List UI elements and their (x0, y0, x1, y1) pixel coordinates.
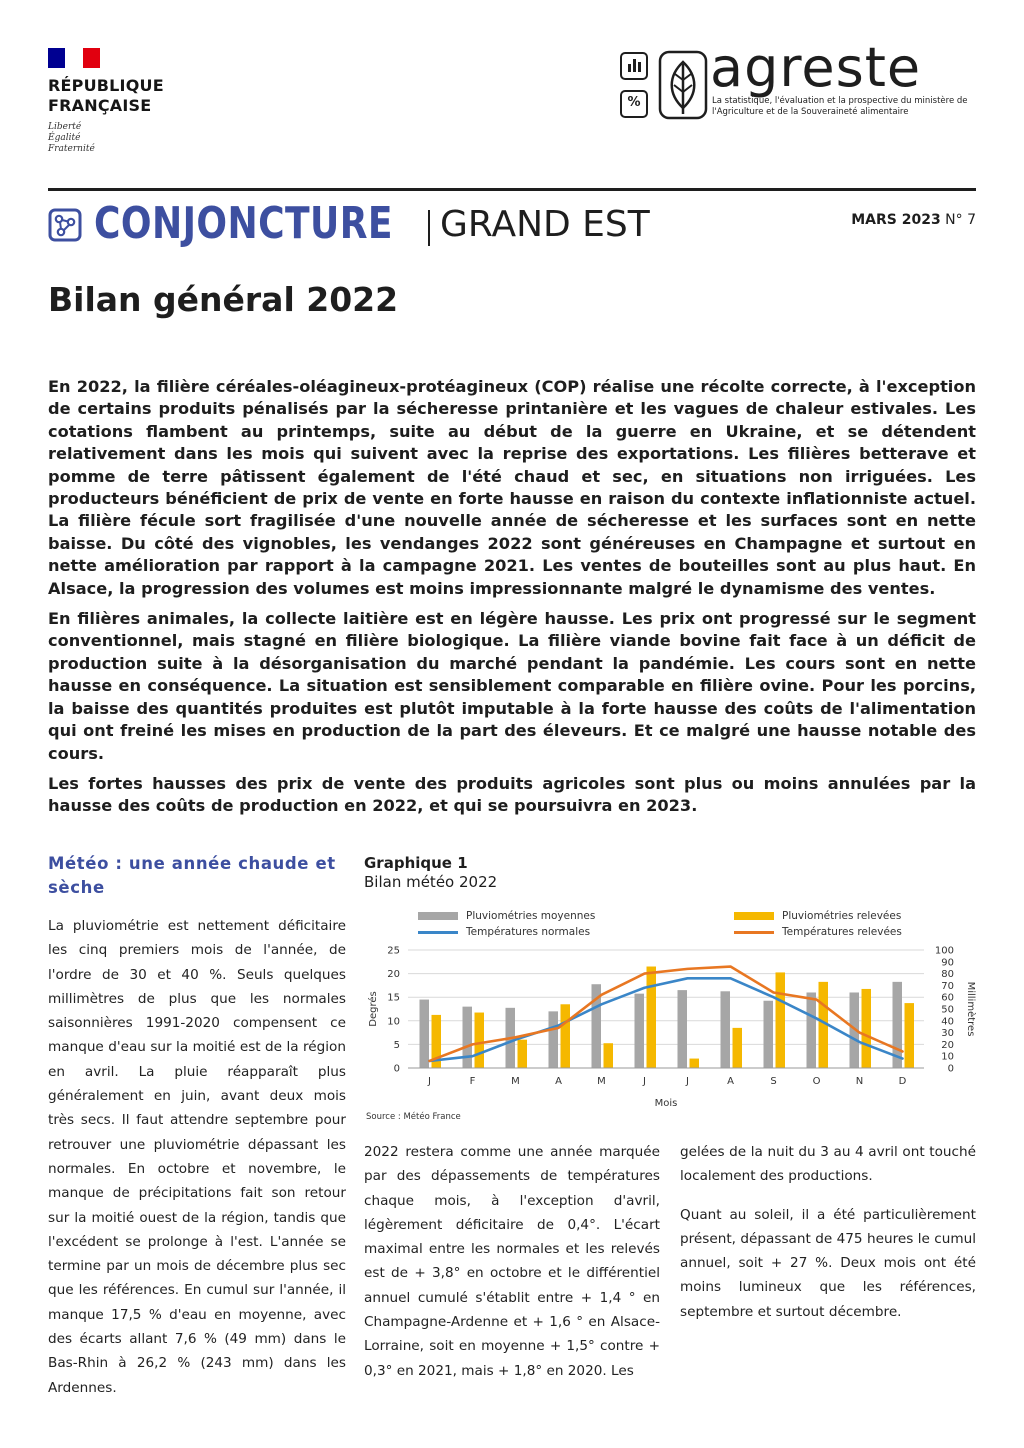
y-tick-label-right: 0 (947, 1063, 954, 1075)
y-tick-label-right: 60 (941, 992, 954, 1004)
issue-date (851, 212, 976, 228)
y-tick-label-right: 100 (934, 945, 954, 957)
x-tick-label: A (555, 1076, 562, 1087)
bar (862, 989, 872, 1068)
y-tick-label-left: 25 (387, 945, 400, 957)
x-tick-label: N (855, 1076, 864, 1087)
bar (463, 1007, 473, 1068)
bar (635, 994, 645, 1068)
x-tick-label: M (511, 1076, 520, 1087)
meteo-section-left (48, 852, 346, 1400)
issue-number: N° 7 (945, 212, 976, 228)
motto-liberte: Liberté (48, 122, 82, 132)
body-paragraph: La pluviométrie est nettement déficitaire les cinq premiers mois de l'année, de l'ordre de 30 et 40 %. Seuls quelques millimètres de plus que les normales saisonnières 1991-2020 compensent ce manque d'eau sur la moitié est de la région en avril. La pluie réapparaît plus généralement en juin, avant deux mois très secs. Il faut attendre septembre pour retrouver une pluviométrie dépassant les normales. En octobre et novembre, le manque de précipitations fait son retour sur la moitié ouest de la région, tandis que l'excédent se prolonge à l'est. L'année se termine par un mois de décembre plus sec que les références. En cumul sur l'année, il manque 17,5 % d'eau en moyenne, avec des écarts allant 7,6 % (49 mm) dans le Bas-Rhin à 26,2 % (243 mm) dans les Ardennes. (48, 918, 346, 1396)
legend-label: Pluviométries moyennes (466, 910, 596, 922)
x-tick-label: J (428, 1076, 431, 1087)
y-tick-label-right: 20 (941, 1039, 954, 1051)
motto (48, 122, 198, 155)
y-tick-label-right: 70 (941, 980, 954, 992)
intro-paragraph: En filières animales, la collecte laitière est en légère hausse. Les prix ont progressé sur le segment conventionnel, mais stagné en filière biologique. La filière viande bovine fait face à un déficit de production suite à la désorganisation du marché pendant la pandémie. Les cours sont en nette hausse en conséquence. La situation est sensiblement comparable en filière ovine. Pour les porcins, la baisse des quantités produites est plutôt imputable à la forte hausse des coûts de l'alimentation qui ont freiné les mises en production de la part des éleveurs. Et ce malgré une hausse notable des cours. (48, 609, 976, 763)
bar (678, 990, 688, 1068)
meteo-chart (364, 854, 976, 1130)
percent-icon: % (620, 90, 648, 118)
network-icon (48, 208, 82, 242)
page-title: Bilan général 2022 (48, 280, 399, 319)
bar (475, 1013, 485, 1068)
bar (647, 967, 657, 1068)
y-tick-label-left: 0 (393, 1063, 400, 1075)
y-axis-label-left: Degrés (368, 991, 379, 1027)
x-axis-label: Mois (654, 1098, 678, 1109)
y-tick-label-left: 5 (393, 1039, 400, 1051)
intro-paragraph: Les fortes hausses des prix de vente des produits agricoles sont plus ou moins annulées par la hausse des coûts de production en 2022, et qui se poursuivra en 2023. (48, 773, 976, 816)
legend-label: Températures normales (466, 926, 591, 938)
meteo-section-middle (364, 1140, 660, 1383)
y-tick-label-left: 20 (387, 969, 400, 981)
y-tick-label-left: 15 (387, 992, 400, 1004)
bar (604, 1043, 614, 1068)
motto-fraternite: Fraternité (48, 144, 95, 154)
leaf-icon (658, 50, 708, 120)
series-line (430, 978, 903, 1061)
x-tick-label: S (770, 1076, 777, 1087)
bar (420, 1000, 430, 1068)
bar (518, 1040, 528, 1068)
bar (776, 972, 786, 1068)
y-axis-label-right: Millimètres (965, 981, 976, 1037)
body-paragraph: 2022 restera comme une année marquée par des dépassements de températures chaque mois, à l'exception d'avril, légèrement déficitaire de 0,4°. L'écart maximal entre les normales et les relevés est de + 3,8° en octobre et le différentiel annuel cumulé s'établit entre + 1,4 ° en Champagne-Ardenne et + 1,6 ° en Alsace-Lorraine, soit en moyenne + 1,5° contre + 0,3° en 2021, mais + 1,8° en 2020. Les (364, 1144, 660, 1379)
bar (764, 1001, 774, 1068)
bar (690, 1059, 700, 1068)
conjoncture-title: CONJONCTURE (94, 198, 393, 249)
bar (549, 1011, 559, 1068)
x-tick-label: J (643, 1076, 646, 1087)
issue-month: MARS 2023 (851, 212, 941, 228)
section-heading: Météo : une année chaude et sèche (48, 854, 336, 897)
y-tick-label-right: 80 (941, 969, 954, 981)
body-paragraph: gelées de la nuit du 3 au 4 avril ont touché localement des productions. (680, 1144, 976, 1185)
chart-plot (364, 902, 976, 1112)
y-tick-label-right: 40 (941, 1016, 954, 1028)
meteo-section-right (680, 1140, 976, 1324)
legend-label: Pluviométries relevées (782, 910, 902, 922)
intro-paragraph: En 2022, la filière céréales-oléagineux-protéagineux (COP) réalise une récolte correcte, à l'exception de certains produits pénalisés par la sécheresse printanière et les vagues de chaleur estivales. Les cotations flambent au printemps, suite au début de la guerre en Ukraine, et se détendent relativement dans les mois qui suivent avec la reprise des exportations. Les filières betterave et pomme de terre pâtissent également de l'été chaud et sec, en situations non irriguées. Les producteurs bénéficient de prix de vente en forte hausse en raison du contexte inflationniste actuel. La filière fécule sort fragilisée d'une nouvelle année de sécheresse et les surfaces sont en nette baisse. Du côté des vignobles, les vendanges 2022 sont généreuses en Champagne et surtout en nette amélioration par rapport à la campagne 2021. Les ventes de bouteilles sont au plus haut. En Alsace, la progression des volumes est moins impressionnante malgré le dynamisme des ventes. (48, 377, 976, 598)
agreste-wordmark: agreste (710, 36, 922, 99)
republique-line-2: FRANÇAISE (48, 96, 152, 115)
x-tick-label: J (686, 1076, 689, 1087)
legend-label: Températures relevées (782, 926, 902, 938)
bar (721, 991, 731, 1068)
intro-summary (48, 376, 976, 826)
republique-francaise-logo (48, 48, 198, 155)
republique-line-1: RÉPUBLIQUE (48, 76, 164, 95)
body-paragraph: Quant au soleil, il a été particulièrement présent, dépassant de 475 heures le cumul annuel, soit + 27 %. Deux mois ont été moins lumineux que les références, septembre et surtout décembre. (680, 1206, 976, 1320)
banner-separator (428, 210, 430, 246)
y-tick-label-right: 10 (941, 1051, 954, 1063)
bar (733, 1028, 743, 1068)
bar-chart-icon (620, 52, 648, 80)
x-tick-label: A (727, 1076, 734, 1087)
x-tick-label: M (597, 1076, 606, 1087)
motto-egalite: Égalité (48, 133, 81, 143)
x-tick-label: D (898, 1076, 907, 1087)
chart-source: Source : Météo France (366, 1112, 461, 1122)
x-tick-label: O (812, 1076, 821, 1087)
chart-number: Graphique 1 (364, 854, 468, 872)
french-flag-icon (48, 48, 100, 68)
publication-banner (48, 198, 976, 254)
header-divider (48, 188, 976, 191)
y-tick-label-left: 10 (387, 1016, 400, 1028)
chart-title: Bilan météo 2022 (364, 873, 498, 891)
x-tick-label: F (469, 1076, 476, 1087)
bar (561, 1004, 571, 1068)
bar (807, 992, 817, 1068)
agreste-logo (620, 36, 980, 124)
region-label: GRAND EST (440, 204, 650, 245)
agreste-tagline: La statistique, l'évaluation et la prospective du ministère de l'Agriculture et de la Souveraineté alimentaire (712, 96, 968, 117)
y-tick-label-right: 90 (941, 957, 954, 969)
y-tick-label-right: 50 (941, 1004, 954, 1016)
y-tick-label-right: 30 (941, 1028, 954, 1040)
bar (905, 1003, 915, 1068)
